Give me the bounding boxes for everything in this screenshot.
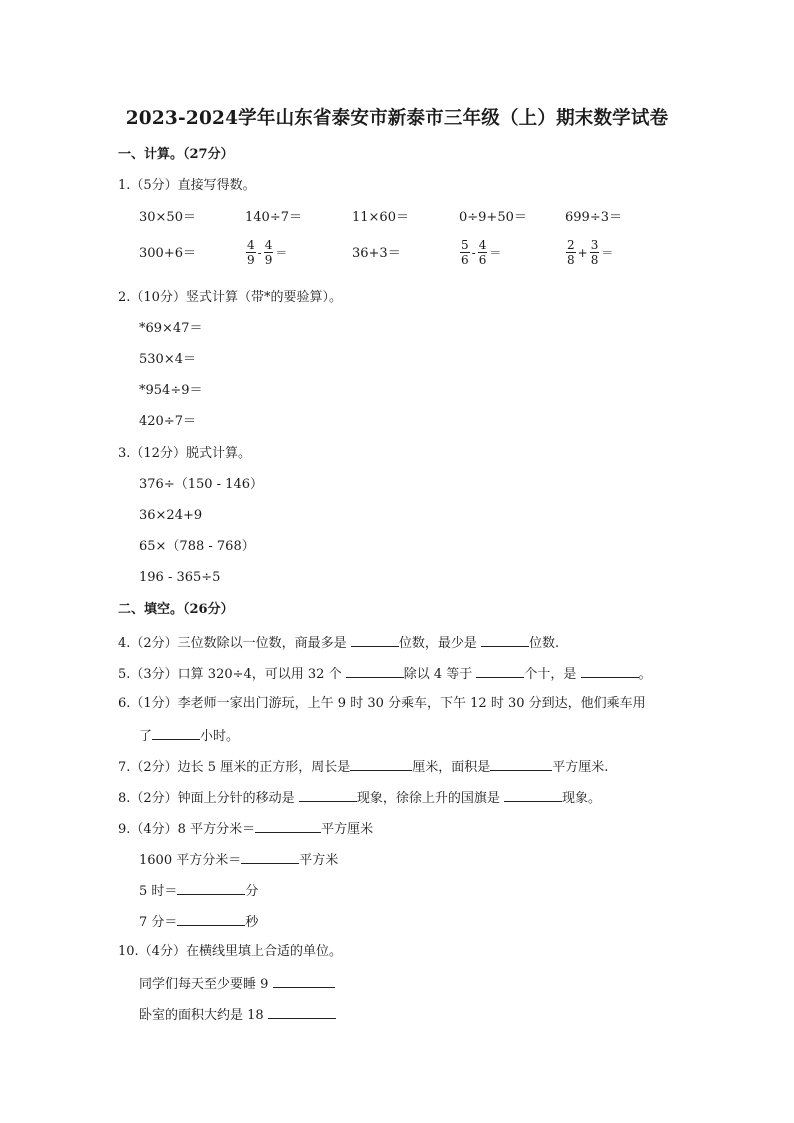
- q3-item: 65×（788 - 768）: [139, 539, 255, 554]
- q2-item: *69×47＝: [139, 321, 203, 336]
- q1-item: 11×60＝: [352, 210, 409, 225]
- answer-blank[interactable]: [351, 633, 399, 647]
- answer-blank[interactable]: [299, 788, 357, 802]
- answer-blank[interactable]: [476, 664, 524, 678]
- question-6-line2: 了 小时。: [139, 726, 239, 746]
- question-9-line4: 7 分＝ 秒: [139, 912, 258, 932]
- question-5: 5.（3分）口算 320÷4，可以用 32 个 除以 4 等于 个十，是 。: [118, 664, 652, 684]
- page-title: 2023-2024学年山东省泰安市新泰市三年级（上）期末数学试卷: [125, 108, 669, 129]
- answer-blank[interactable]: [177, 881, 245, 895]
- q1-fraction-expression: $\frac{2}{8}$ + $\frac{3}{8}$ ＝: [567, 238, 614, 267]
- q1-item: 36+3＝: [352, 246, 401, 261]
- q1-fraction-expression: $\frac{4}{9}$ - $\frac{4}{9}$ ＝: [247, 238, 288, 267]
- answer-blank[interactable]: [273, 974, 335, 988]
- question-10-line2: 卧室的面积大约是 18: [139, 1005, 336, 1025]
- q2-item: *954÷9＝: [139, 383, 203, 398]
- answer-blank[interactable]: [177, 912, 245, 926]
- answer-blank[interactable]: [346, 664, 404, 678]
- question-3-label: 3.（12分）脱式计算。: [118, 446, 251, 461]
- question-9-line3: 5 时＝ 分: [139, 881, 258, 901]
- question-10-line1: 同学们每天至少要睡 9: [139, 974, 335, 994]
- q3-item: 36×24+9: [139, 508, 203, 523]
- q3-item: 376÷（150 - 146）: [139, 477, 263, 492]
- answer-blank[interactable]: [268, 1005, 336, 1019]
- question-9-line2: 1600 平方分米＝ 平方米: [139, 850, 338, 870]
- question-1-label: 1.（5分）直接写得数。: [118, 178, 256, 193]
- question-7: 7.（2分）边长 5 厘米的正方形，周长是 厘米，面积是 平方厘米.: [118, 757, 608, 777]
- q1-item: 30×50＝: [139, 210, 196, 225]
- answer-blank[interactable]: [504, 788, 562, 802]
- section-heading-1: 一、计算。（27分）: [118, 147, 234, 162]
- q3-item: 196 - 365÷5: [139, 570, 221, 585]
- fraction: $\frac{2}{8}$: [567, 238, 575, 267]
- q1-item: 140÷7＝: [245, 210, 302, 225]
- answer-blank[interactable]: [152, 726, 200, 740]
- q1-item: 300+6＝: [139, 246, 196, 261]
- question-4: 4.（2分）三位数除以一位数，商最多是 位数，最少是 位数.: [118, 633, 559, 653]
- answer-blank[interactable]: [241, 850, 299, 864]
- q1-item: 699÷3＝: [565, 210, 622, 225]
- question-6-line1: 6.（1分）李老师一家出门游玩，上午 9 时 30 分乘车，下午 12 时 30 分到达，他们乘车用: [118, 696, 646, 711]
- question-10-label: 10.（4分）在横线里填上合适的单位。: [118, 944, 342, 959]
- question-2-label: 2.（10分）竖式计算（带*的要验算）。: [118, 290, 342, 305]
- fraction: $\frac{5}{6}$: [461, 238, 469, 267]
- fraction: $\frac{4}{6}$: [478, 238, 487, 267]
- answer-blank[interactable]: [255, 819, 321, 833]
- answer-blank[interactable]: [481, 633, 529, 647]
- section-heading-2: 二、填空。（26分）: [118, 602, 234, 617]
- q2-item: 530×4＝: [139, 352, 196, 367]
- fraction: $\frac{4}{9}$: [247, 238, 255, 267]
- q1-fraction-expression: $\frac{5}{6}$ - $\frac{4}{6}$ ＝: [461, 238, 502, 267]
- answer-blank[interactable]: [490, 757, 552, 771]
- q1-item: 0÷9+50＝: [459, 210, 527, 225]
- fraction: $\frac{3}{8}$: [590, 238, 599, 267]
- answer-blank[interactable]: [581, 664, 639, 678]
- fraction: $\frac{4}{9}$: [264, 238, 273, 267]
- answer-blank[interactable]: [350, 757, 412, 771]
- question-8: 8.（2分）钟面上分针的移动是 现象，徐徐上升的国旗是 现象。: [118, 788, 601, 808]
- question-9-line1: 9.（4分）8 平方分米＝ 平方厘米: [118, 819, 373, 839]
- q2-item: 420÷7＝: [139, 414, 196, 429]
